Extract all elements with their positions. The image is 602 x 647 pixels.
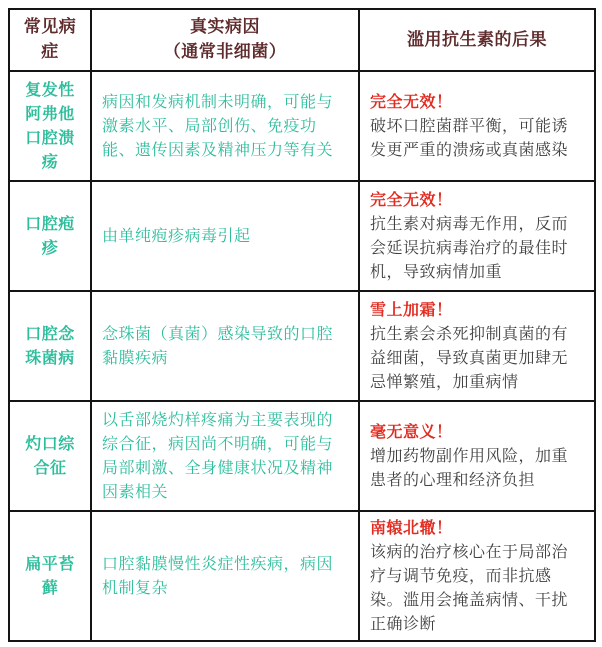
consequence-title: 毫无意义！ [370, 422, 453, 441]
header-real-cause [91, 9, 359, 71]
consequence-body: 该病的治疗核心在于局部治疗与调节免疫，而非抗感染。滥用会掩盖病情、干扰正确诊断 [370, 542, 569, 633]
condition-cell: 口腔疱疹 [9, 181, 91, 291]
table-header-row [9, 9, 595, 71]
consequence-cell [359, 511, 595, 641]
header-real-cause-line1: 真实病因 [190, 17, 260, 37]
table-row [9, 511, 595, 641]
table-row [9, 71, 595, 181]
cause-cell: 念珠菌（真菌）感染导致的口腔黏膜疾病 [91, 291, 359, 401]
consequence-body: 破坏口腔菌群平衡，可能诱发更严重的溃疡或真菌感染 [370, 116, 569, 159]
cause-cell: 病因和发病机制未明确，可能与激素水平、局部创伤、免疫功能、遗传因素及精神压力等有关 [91, 71, 359, 181]
table-row [9, 181, 595, 291]
consequence-title: 完全无效！ [370, 190, 453, 209]
consequence-cell [359, 71, 595, 181]
consequence-title: 南辕北辙！ [370, 518, 453, 537]
table-row [9, 401, 595, 511]
header-common-conditions: 常见病症 [9, 9, 91, 71]
condition-cell: 扁平苔藓 [9, 511, 91, 641]
antibiotic-misuse-table [8, 8, 596, 642]
condition-cell: 复发性阿弗他口腔溃疡 [9, 71, 91, 181]
condition-cell: 灼口综合征 [9, 401, 91, 511]
consequence-cell [359, 181, 595, 291]
cause-cell: 以舌部烧灼样疼痛为主要表现的综合征，病因尚不明确，可能与局部刺激、全身健康状况及精神因素相关 [91, 401, 359, 511]
cause-cell: 口腔黏膜慢性炎症性疾病，病因机制复杂 [91, 511, 359, 641]
consequence-title: 雪上加霜！ [370, 300, 453, 319]
condition-cell: 口腔念珠菌病 [9, 291, 91, 401]
consequence-cell [359, 401, 595, 511]
consequence-body: 抗生素会杀死抑制真菌的有益细菌，导致真菌更加肆无忌惮繁殖，加重病情 [370, 324, 569, 391]
consequence-body: 增加药物副作用风险，加重患者的心理和经济负担 [370, 446, 569, 489]
consequence-title: 完全无效！ [370, 92, 453, 111]
header-consequence: 滥用抗生素的后果 [359, 9, 595, 71]
header-real-cause-line2: （通常非细菌） [163, 42, 287, 62]
consequence-cell [359, 291, 595, 401]
consequence-body: 抗生素对病毒无作用，反而会延误抗病毒治疗的最佳时机，导致病情加重 [370, 214, 569, 281]
cause-cell: 由单纯疱疹病毒引起 [91, 181, 359, 291]
table-row [9, 291, 595, 401]
